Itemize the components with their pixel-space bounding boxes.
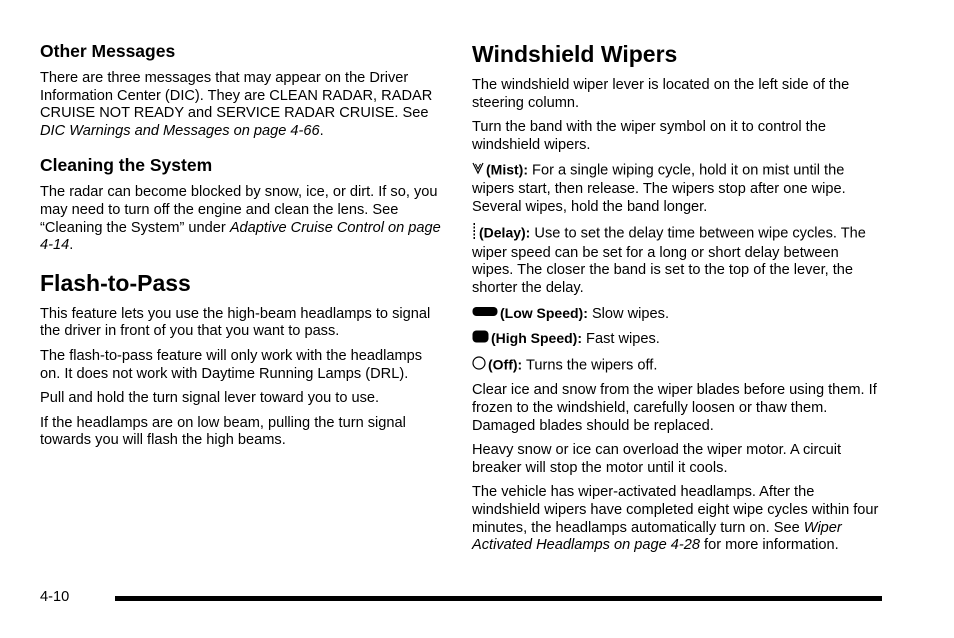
dic-warnings-reference[interactable]: DIC Warnings and Messages on page 4-66 bbox=[40, 122, 320, 139]
left-column bbox=[40, 40, 442, 457]
flash-paragraph-4: If the headlamps are on low beam, pulling the turn signal towards you will flash the high beams. bbox=[40, 414, 406, 449]
wiper-headlamps-reference[interactable]: Wiper Activated Headlamps on page 4-28 bbox=[472, 519, 842, 554]
off-icon bbox=[472, 356, 486, 376]
cleaning-text: The radar can become blocked by snow, ice, or dirt. If so, you may need to turn off the engine and clean the lens. See “Cleaning the System” under Adaptive Cruise Control on page 4-14. bbox=[40, 184, 441, 254]
wipers-paragraph-2: Turn the band with the wiper symbol on it to control the windshield wipers. bbox=[472, 119, 826, 153]
off-item: (Off): Turns the wipers off. bbox=[472, 356, 882, 376]
flash-to-pass-heading: Flash-to-Pass bbox=[40, 269, 191, 296]
page-number: 4-10 bbox=[40, 589, 70, 605]
footer-rule bbox=[115, 596, 882, 601]
high-speed-icon bbox=[472, 330, 489, 349]
cleaning-heading: Cleaning the System bbox=[40, 155, 213, 176]
low-speed-item: (Low Speed): Slow wipes. bbox=[472, 305, 882, 324]
low-speed-icon bbox=[472, 305, 498, 323]
wipers-paragraph-4: Heavy snow or ice can overload the wiper motor. A circuit breaker will stop the motor until it cools. bbox=[472, 442, 842, 476]
delay-item: (Delay): Use to set the delay time between wipe cycles. The wiper speed can be set for a long or short delay between wipes. The closer the band is set to the top of the lever, the shorter the delay. bbox=[472, 224, 866, 296]
flash-paragraph-1: This feature lets you use the high-beam headlamps to signal the driver in front of you that you want to pass. bbox=[40, 305, 431, 340]
high-speed-item: (High Speed): Fast wipes. bbox=[472, 330, 882, 349]
other-messages-heading: Other Messages bbox=[40, 41, 176, 61]
other-messages-section bbox=[40, 40, 442, 140]
right-column bbox=[472, 40, 882, 562]
adaptive-cruise-reference[interactable]: Adaptive Cruise Control on page 4-14 bbox=[40, 219, 441, 254]
other-messages-text: There are three messages that may appear on the Driver Information Center (DIC). They are CLEAN RADAR, RADAR CRUISE NOT READY and SERVICE RADAR CRUISE. See DIC Warnings and Messages on page 4-66. bbox=[40, 70, 433, 139]
wipers-paragraph-5: The vehicle has wiper-activated headlamps. After the windshield wipers have completed eight wipe cycles within four minutes, the headlamps automatically turn on. See Wiper Activated Headlamps on page 4-28 for more information. bbox=[472, 484, 879, 554]
windshield-wipers-heading: Windshield Wipers bbox=[472, 41, 678, 67]
flash-to-pass-section bbox=[40, 269, 442, 450]
flash-paragraph-3: Pull and hold the turn signal lever toward you to use. bbox=[40, 390, 380, 407]
mist-item: (Mist): For a single wiping cycle, hold it on mist until the wipers start, then release. The wipers stop after one wipe. Several wipes, hold the band longer. bbox=[472, 162, 846, 215]
delay-icon bbox=[472, 223, 477, 245]
wipers-paragraph-1: The windshield wiper lever is located on the left side of the steering column. bbox=[472, 77, 850, 111]
flash-paragraph-2: The flash-to-pass feature will only work with the headlamps on. It does not work with Daytime Running Lamps (DRL). bbox=[40, 347, 423, 382]
wipers-paragraph-3: Clear ice and snow from the wiper blades before using them. If frozen to the windshield, carefully loosen or thaw them. Damaged blades should be replaced. bbox=[472, 382, 877, 434]
mist-icon bbox=[472, 161, 484, 181]
cleaning-section bbox=[40, 154, 442, 254]
